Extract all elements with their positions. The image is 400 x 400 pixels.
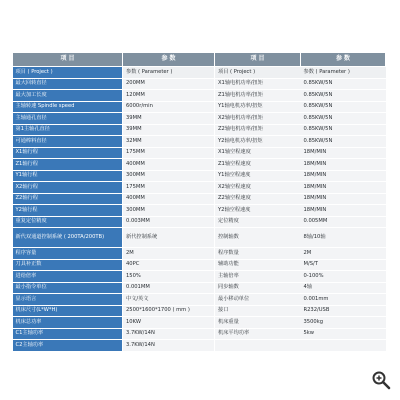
row-label-cell: Y1轴行程 — [13, 170, 123, 182]
row-label-cell: Z1轴行程 — [13, 159, 123, 171]
row-label-cell-2: X1轴电机功率/扭矩 — [215, 78, 301, 90]
row-label-cell-2: 同步轴数 — [215, 282, 301, 294]
table-row — [13, 294, 386, 306]
row-value-cell-2: 0.85KW/5N — [301, 101, 386, 113]
row-label-cell: 最大回转直径 — [13, 78, 123, 90]
row-label-cell: 机床尺寸(L*W*H) — [13, 305, 123, 317]
row-value-cell: 2M — [123, 248, 215, 260]
row-label-cell-2: 辅助功能 — [215, 259, 301, 271]
row-label-cell-2: 接口 — [215, 305, 301, 317]
row-value-cell-2: R232/USB — [301, 305, 386, 317]
row-label-cell-2: 机床平均功率 — [215, 328, 301, 340]
row-label-cell: 可通棒料直径 — [13, 136, 123, 148]
row-value-cell: 120MM — [123, 90, 215, 102]
spec-table — [12, 52, 386, 352]
table-body — [13, 67, 386, 352]
row-value-cell: 参数 ( Parameter ) — [123, 67, 215, 79]
row-label-cell: 最小指令单位 — [13, 282, 123, 294]
table-row — [13, 101, 386, 113]
row-label-cell-2: Z1轴电机功率/扭矩 — [215, 90, 301, 102]
row-label-cell: 主轴通孔直径 — [13, 113, 123, 125]
table-row — [13, 317, 386, 329]
row-label-cell-2: 机床重量 — [215, 317, 301, 329]
row-label-cell-2: 程序数量 — [215, 248, 301, 260]
row-value-cell: 10KW — [123, 317, 215, 329]
row-value-cell: 175MM — [123, 182, 215, 194]
row-value-cell: 6000r/min — [123, 101, 215, 113]
row-value-cell-2: 2M — [301, 248, 386, 260]
row-label-cell-2: Z2轴电机功率/扭矩 — [215, 124, 301, 136]
row-value-cell: 0.003MM — [123, 216, 215, 228]
row-label-cell-2: Z2轴空程速度 — [215, 193, 301, 205]
table-row — [13, 78, 386, 90]
row-value-cell: 400MM — [123, 159, 215, 171]
row-value-cell: 3.7KW/14N — [123, 340, 215, 352]
row-label-cell: C2主轴功率 — [13, 340, 123, 352]
row-label-cell: 最大加工长度 — [13, 90, 123, 102]
row-value-cell-2: 18M/MIN — [301, 159, 386, 171]
row-label-cell-2: Y1轴空程速度 — [215, 170, 301, 182]
row-label-cell: X1轴行程 — [13, 147, 123, 159]
row-value-cell: 200MM — [123, 78, 215, 90]
row-value-cell-2: 参数 ( Parameter ) — [301, 67, 386, 79]
row-label-cell-2: 控制轴数 — [215, 228, 301, 248]
table-row — [13, 328, 386, 340]
row-value-cell-2: 18M/MIN — [301, 147, 386, 159]
row-value-cell-2: 18M/MIN — [301, 182, 386, 194]
row-label-cell-2: Y2轴电机功率/扭矩 — [215, 136, 301, 148]
table-row — [13, 216, 386, 228]
row-value-cell-2: 18M/MIN — [301, 193, 386, 205]
row-value-cell: 39MM — [123, 124, 215, 136]
row-value-cell-2: 4轴 — [301, 282, 386, 294]
table-row — [13, 136, 386, 148]
row-value-cell: 300MM — [123, 170, 215, 182]
table-row — [13, 182, 386, 194]
row-value-cell: 400MM — [123, 193, 215, 205]
table-row — [13, 271, 386, 283]
row-value-cell: 中文/英文 — [123, 294, 215, 306]
row-label-cell: 程序容量 — [13, 248, 123, 260]
header-param-2: 参 数 — [301, 53, 386, 67]
table-row — [13, 205, 386, 217]
table-row — [13, 248, 386, 260]
row-value-cell: 2500*1600*1700 ( mm ) — [123, 305, 215, 317]
table-row — [13, 113, 386, 125]
row-label-cell-2: X2轴电机功率/扭矩 — [215, 113, 301, 125]
row-label-cell: 显示语言 — [13, 294, 123, 306]
header-param: 参 数 — [123, 53, 215, 67]
table-row — [13, 159, 386, 171]
row-value-cell: 40PC — [123, 259, 215, 271]
row-label-cell-2: 定位精度 — [215, 216, 301, 228]
row-label-cell-2: X1轴空程速度 — [215, 147, 301, 159]
row-value-cell-2: 0.85KW/5N — [301, 113, 386, 125]
row-value-cell: 3.7KW/14N — [123, 328, 215, 340]
row-label-cell-2: Z1轴空程速度 — [215, 159, 301, 171]
row-label-cell-2 — [215, 340, 301, 352]
row-label-cell: 新代双通道控制系统 ( 200TA/200TB) — [13, 228, 123, 248]
table-row — [13, 193, 386, 205]
row-value-cell-2: 0.85KW/5N — [301, 124, 386, 136]
row-value-cell-2: 18M/MIN — [301, 205, 386, 217]
row-label-cell-2: 最小移动单位 — [215, 294, 301, 306]
row-label-cell: 主轴转速 Spindle speed — [13, 101, 123, 113]
table-row — [13, 340, 386, 352]
row-value-cell: 39MM — [123, 113, 215, 125]
row-value-cell-2: 8轴/10轴 — [301, 228, 386, 248]
row-label-cell: X2轴行程 — [13, 182, 123, 194]
table-header-row — [13, 53, 386, 67]
table-row — [13, 90, 386, 102]
table-row — [13, 305, 386, 317]
row-value-cell-2: 0.85KW/5N — [301, 90, 386, 102]
row-label-cell: 进给倍率 — [13, 271, 123, 283]
row-label-cell-2: Y1轴电机功率/扭矩 — [215, 101, 301, 113]
row-label-cell: Y2轴行程 — [13, 205, 123, 217]
row-value-cell-2 — [301, 340, 386, 352]
row-value-cell: 300MM — [123, 205, 215, 217]
row-label-cell: 重复定位精度 — [13, 216, 123, 228]
row-label-cell: 项目 ( Project ) — [13, 67, 123, 79]
table-row — [13, 147, 386, 159]
row-value-cell: 新代控制系统 — [123, 228, 215, 248]
table-row — [13, 124, 386, 136]
table-row — [13, 67, 386, 79]
row-label-cell: 刀具补正数 — [13, 259, 123, 271]
row-value-cell: 150% — [123, 271, 215, 283]
table-row — [13, 228, 386, 248]
row-value-cell: 175MM — [123, 147, 215, 159]
row-value-cell-2: 18M/MIN — [301, 170, 386, 182]
row-label-cell-2: 主轴倍率 — [215, 271, 301, 283]
row-label-cell-2: 项目 ( Project ) — [215, 67, 301, 79]
row-value-cell-2: 3500kg — [301, 317, 386, 329]
row-value-cell-2: 5kw — [301, 328, 386, 340]
row-value-cell: 32MM — [123, 136, 215, 148]
table-row — [13, 259, 386, 271]
row-value-cell-2: M/S/T — [301, 259, 386, 271]
row-value-cell-2: 0.005MM — [301, 216, 386, 228]
row-label-cell-2: X2轴空程速度 — [215, 182, 301, 194]
row-label-cell: C1主轴功率 — [13, 328, 123, 340]
row-label-cell: Z2轴行程 — [13, 193, 123, 205]
table-row — [13, 170, 386, 182]
magnifier-plus-icon[interactable] — [371, 370, 391, 390]
table-row — [13, 282, 386, 294]
header-item-2: 项 目 — [215, 53, 301, 67]
row-value-cell-2: 0.85KW/5N — [301, 136, 386, 148]
row-label-cell: 第1主轴孔直径 — [13, 124, 123, 136]
row-label-cell: 机床总功率 — [13, 317, 123, 329]
header-item: 项 目 — [13, 53, 123, 67]
row-value-cell-2: 0.001mm — [301, 294, 386, 306]
row-value-cell-2: 0-100% — [301, 271, 386, 283]
row-value-cell-2: 0.85KW/5N — [301, 78, 386, 90]
row-value-cell: 0.001MM — [123, 282, 215, 294]
row-label-cell-2: Y2轴空程速度 — [215, 205, 301, 217]
